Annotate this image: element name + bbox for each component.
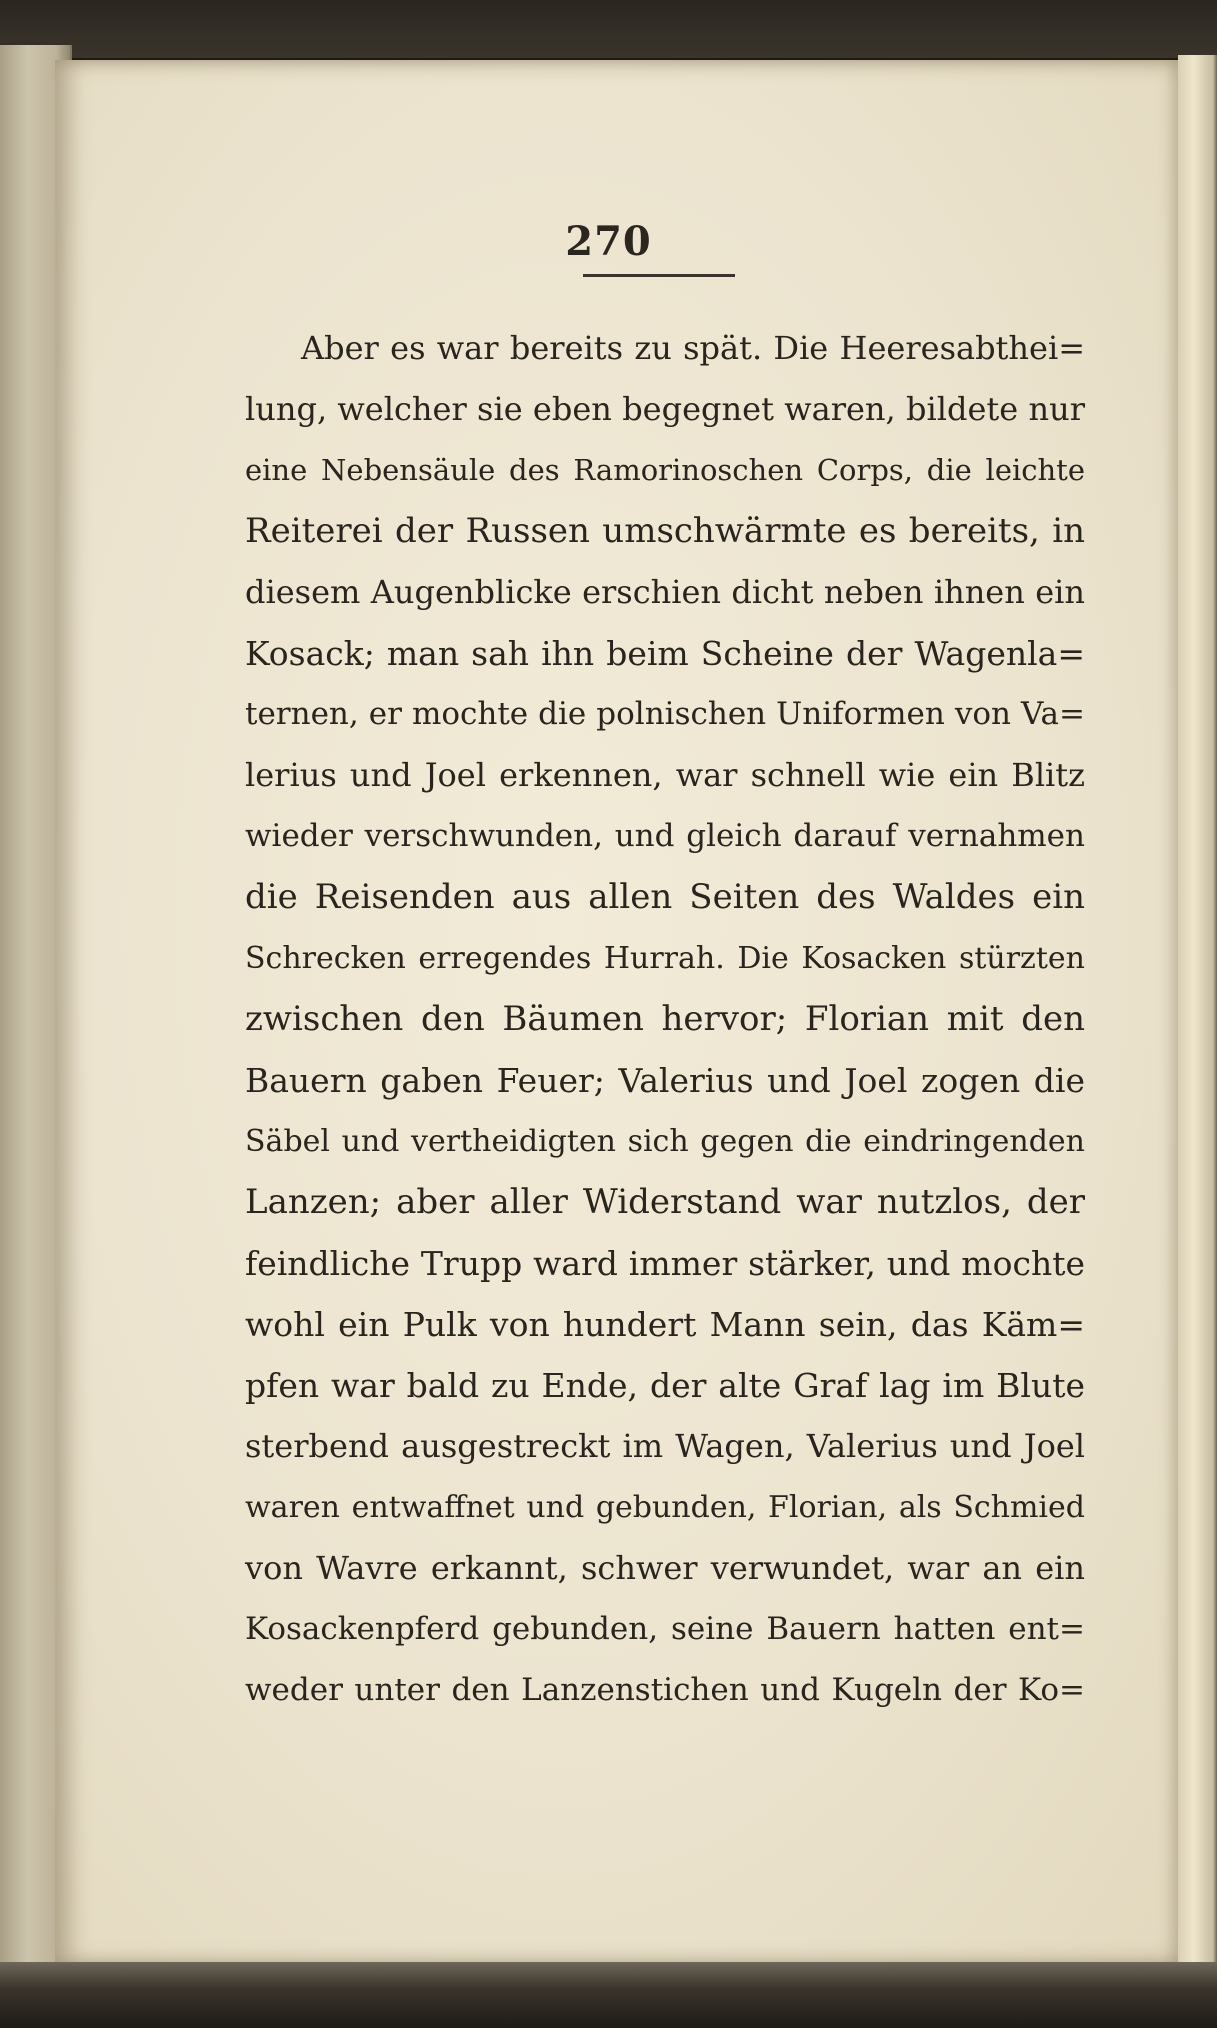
text-line: lerius und Joel erkennen, war schnell wie ein Blitz bbox=[245, 756, 1085, 794]
scan-top-background bbox=[0, 0, 1217, 58]
text-line: wohl ein Pulk von hundert Mann sein, das Käm= bbox=[245, 1305, 1085, 1344]
right-page-edges bbox=[1178, 55, 1217, 1975]
header-rule bbox=[583, 274, 735, 277]
text-line: Kosack; man sah ihn beim Scheine der Wagenla= bbox=[245, 634, 1085, 673]
text-line: ternen, er mochte die polnischen Uniformen von Va= bbox=[245, 696, 1085, 732]
text-line: diesem Augenblicke erschien dicht neben ihnen ein bbox=[245, 573, 1085, 611]
text-line: Bauern gaben Feuer; Valerius und Joel zogen die bbox=[245, 1061, 1085, 1100]
text-line: Säbel und vertheidigten sich gegen die eindringenden bbox=[245, 1124, 1085, 1159]
text-line: pfen war bald zu Ende, der alte Graf lag im Blute bbox=[245, 1366, 1085, 1405]
text-line: waren entwaffnet und gebunden, Florian, als Schmied bbox=[245, 1490, 1085, 1525]
text-line: feindliche Trupp ward immer stärker, und mochte bbox=[245, 1244, 1085, 1283]
text-line: Aber es war bereits zu spät. Die Heeresabthei= bbox=[301, 329, 1085, 367]
body-text bbox=[245, 318, 1085, 1721]
text-line: Lanzen; aber aller Widerstand war nutzlos, der bbox=[245, 1182, 1085, 1222]
text-line: die Reisenden aus allen Seiten des Waldes ein bbox=[245, 877, 1085, 917]
text-line: sterbend ausgestreckt im Wagen, Valerius und Joel bbox=[245, 1427, 1085, 1465]
text-line: lung, welcher sie eben begegnet waren, bildete nur bbox=[245, 390, 1085, 428]
text-line: wieder verschwunden, und gleich darauf vernahmen bbox=[245, 818, 1085, 854]
text-line: Reiterei der Russen umschwärmte es bereits, in bbox=[245, 511, 1085, 551]
text-line: eine Nebensäule des Ramorinoschen Corps, die leichte bbox=[245, 453, 1085, 487]
page-number: 270 bbox=[565, 218, 652, 265]
scan-bottom-background bbox=[0, 1962, 1217, 2028]
text-line: Schrecken erregendes Hurrah. Die Kosacken stürzten bbox=[245, 941, 1085, 976]
text-line: zwischen den Bäumen hervor; Florian mit den bbox=[245, 999, 1085, 1039]
text-line: von Wavre erkannt, schwer verwundet, war an ein bbox=[245, 1549, 1085, 1587]
text-line: Kosackenpferd gebunden, seine Bauern hatten ent= bbox=[245, 1611, 1085, 1647]
text-line: weder unter den Lanzenstichen und Kugeln der Ko= bbox=[245, 1672, 1085, 1708]
